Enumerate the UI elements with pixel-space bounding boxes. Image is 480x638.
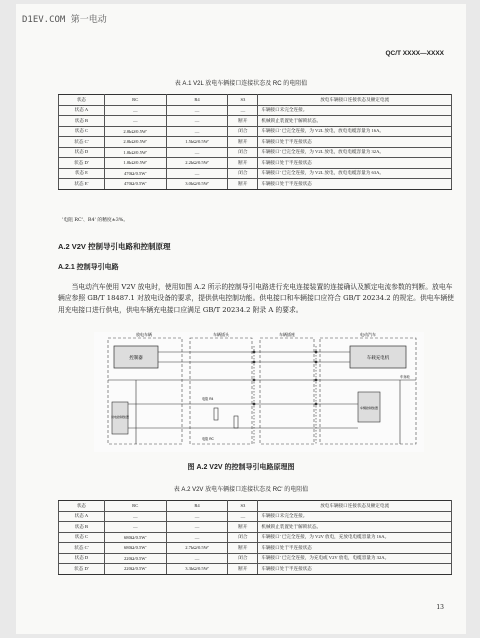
- table-cell: 2.0kΩ/0.5W': [104, 137, 166, 148]
- table-cell: 断开: [228, 158, 258, 169]
- table-cell: 状态 A: [59, 105, 105, 116]
- table-cell: 状态 C: [59, 532, 105, 543]
- table1-header-cell: R4: [166, 95, 228, 106]
- table-cell: 3.3kΩ/0.5W': [166, 564, 228, 575]
- table-cell: 断开: [228, 116, 258, 127]
- table2-header-cell: S3: [228, 501, 258, 512]
- table-cell: 车辆接口' 已完全连接，为 V2L 放电，放电电缆容量为 63A。: [258, 168, 452, 179]
- table2-header: [59, 501, 452, 512]
- table1-header-cell: 状态: [59, 95, 105, 106]
- table-cell: 车辆接口未完全连接。: [258, 511, 452, 522]
- table-cell: 1.5kΩ/0.5W': [166, 137, 228, 148]
- table-row: [59, 105, 452, 116]
- table-cell: 断开: [228, 137, 258, 148]
- table-cell: 状态 C: [59, 126, 105, 137]
- table-cell: —: [166, 126, 228, 137]
- document-page: [16, 4, 466, 634]
- table-cell: —: [166, 522, 228, 533]
- table1: [58, 94, 452, 190]
- table-cell: 闭合: [228, 553, 258, 564]
- table-cell: —: [166, 553, 228, 564]
- table-row: [59, 126, 452, 137]
- table-cell: 车辆接口处于半连接状态: [258, 564, 452, 575]
- table-cell: 状态 E: [59, 168, 105, 179]
- table-cell: 断开: [228, 564, 258, 575]
- table-cell: —: [228, 105, 258, 116]
- table-cell: 状态 D': [59, 158, 105, 169]
- table-cell: 2.0kΩ/0.5W': [104, 126, 166, 137]
- table-cell: —: [166, 116, 228, 127]
- table-cell: 闭合: [228, 532, 258, 543]
- table-cell: 车辆接口' 已完全连接，为 V2L 放电，放电电缆容量为 32A。: [258, 147, 452, 158]
- label-r4: 电阻 R4: [202, 397, 214, 401]
- table-cell: 车辆接口处于半连接状态: [258, 179, 452, 190]
- table2-header-cell: R4: [166, 501, 228, 512]
- table-cell: —: [228, 511, 258, 522]
- table-cell: 3.0kΩ/0.5W': [166, 179, 228, 190]
- table-cell: 断开: [228, 543, 258, 554]
- label-control-device: 供电控制装置: [110, 415, 130, 419]
- table-cell: —: [166, 105, 228, 116]
- table-cell: 闭合: [228, 168, 258, 179]
- table-row: [59, 179, 452, 190]
- table-cell: 闭合: [228, 147, 258, 158]
- body-paragraph-text: 当电动汽车使用 V2V 放电时，使用如图 A.2 所示的控制导引电路进行充电连接装置的连接确认及额定电流参数的判断。放电车辆应参照 GB/T 18487.1 对放电设备的要求，提供供电控制功能。供电接口和车辆接口应符合 GB/T 20234.2 的规定。供电车辆使用充电接口进行供电，供电车辆充电接口应满足 GB/T 20234.2 附录 A 的要求。: [58, 283, 454, 314]
- table-row: [59, 564, 452, 575]
- circuit-diagram: [94, 332, 424, 452]
- table-cell: 车辆接口处于半连接状态: [258, 543, 452, 554]
- table2-header-cell: 状态: [59, 501, 105, 512]
- label-rc: 电阻 RC: [202, 437, 214, 441]
- table2-header-cell: RC: [104, 501, 166, 512]
- table1-header-cell: RC: [104, 95, 166, 106]
- table-cell: 机械锁止装置处于解锁状态。: [258, 522, 452, 533]
- table1-note: '电阻 RC'、R4' 的精度±3%。: [62, 218, 129, 223]
- table-cell: —: [166, 168, 228, 179]
- table-cell: 闭合: [228, 126, 258, 137]
- table2-header-cell: 放电车辆接口连接状态及额定电流: [258, 501, 452, 512]
- table-cell: 状态 C': [59, 543, 105, 554]
- table-cell: 车辆接口未完全连接。: [258, 105, 452, 116]
- table-row: [59, 137, 452, 148]
- table-cell: 状态 E': [59, 179, 105, 190]
- table-cell: 220Ω/0.5W': [104, 553, 166, 564]
- table-cell: 220Ω/0.5W': [104, 564, 166, 575]
- table1-header: [59, 95, 452, 106]
- table-cell: 1.0kΩ/0.5W': [104, 147, 166, 158]
- table1-caption: 表 A.1 V2L 放电车辆接口连接状态及 RC 的电阻值: [174, 81, 308, 87]
- table-cell: 470Ω/0.5W': [104, 179, 166, 190]
- table-cell: —: [104, 105, 166, 116]
- table-cell: 状态 B: [59, 116, 105, 127]
- table-cell: 车辆接口处于半连接状态: [258, 158, 452, 169]
- watermark: D1EV.COM 第一电动: [22, 15, 107, 25]
- table-row: [59, 522, 452, 533]
- label-socket: 车辆插座: [279, 332, 295, 337]
- table-cell: 680Ω/0.5W': [104, 543, 166, 554]
- table1-header-cell: S3: [228, 95, 258, 106]
- table-cell: 680Ω/0.5W': [104, 532, 166, 543]
- label-charger: 车载充电机: [366, 355, 390, 360]
- label-vehicle-control: 车辆控制装置: [359, 406, 379, 410]
- table-row: [59, 116, 452, 127]
- table-row: [59, 511, 452, 522]
- section-heading-a2: A.2 V2V 控制导引电路和控制原理: [58, 242, 171, 251]
- table-cell: 状态 A: [59, 511, 105, 522]
- table-cell: 状态 D: [59, 553, 105, 564]
- table-row: [59, 158, 452, 169]
- table-cell: 断开: [228, 179, 258, 190]
- table-row: [59, 147, 452, 158]
- table-cell: 机械锁止装置处于解锁状态。: [258, 116, 452, 127]
- table-cell: —: [104, 511, 166, 522]
- table-cell: 车辆接口' 已完全连接，为 V2V 放电，充放电电缆容量为 16A。: [258, 532, 452, 543]
- body-paragraph: [58, 282, 458, 316]
- table1-header-cell: 放电车辆接口连接状态及额定电流: [258, 95, 452, 106]
- label-chassis: 车身地: [400, 375, 410, 379]
- table-cell: 2.2kΩ/0.5W': [166, 158, 228, 169]
- table2-caption: 表 A.2 V2V 放电车辆接口连接状态及 RC' 的电阻值: [173, 487, 309, 493]
- standard-number: QC/T XXXX—XXXX: [385, 50, 444, 57]
- table2: [58, 500, 452, 575]
- table-row: [59, 543, 452, 554]
- label-ev: 电动汽车: [360, 332, 376, 337]
- table-cell: 状态 D: [59, 147, 105, 158]
- table-cell: 状态 B: [59, 522, 105, 533]
- table-cell: —: [166, 147, 228, 158]
- table-cell: —: [166, 532, 228, 543]
- table-cell: —: [104, 522, 166, 533]
- section-heading-a21: A.2.1 控制导引电路: [58, 264, 119, 271]
- table-cell: 状态 C': [59, 137, 105, 148]
- label-plug: 车辆插头: [213, 332, 229, 337]
- table-row: [59, 532, 452, 543]
- label-controller: 控制器: [129, 355, 143, 360]
- table-cell: 2.7kΩ/0.5W': [166, 543, 228, 554]
- table-cell: 车辆接口' 已完全连接，为充电或 V2V 放电，电缆容量为 32A。: [258, 553, 452, 564]
- table-row: [59, 168, 452, 179]
- table-cell: 车辆接口' 已完全连接，为 V2L 放电，放电电缆容量为 16A。: [258, 126, 452, 137]
- table-cell: —: [166, 511, 228, 522]
- label-discharge-vehicle: 放电车辆: [136, 332, 152, 337]
- table-cell: 车辆接口处于半连接状态: [258, 137, 452, 148]
- table-cell: 状态 D': [59, 564, 105, 575]
- table-cell: 断开: [228, 522, 258, 533]
- figure-caption: 图 A.2 V2V 的控制导引电路原理图: [187, 464, 295, 471]
- table-cell: 1.0kΩ/0.5W': [104, 158, 166, 169]
- table-row: [59, 553, 452, 564]
- table-cell: 470Ω/0.5W': [104, 168, 166, 179]
- page-number: 13: [436, 604, 444, 611]
- table-cell: —: [104, 116, 166, 127]
